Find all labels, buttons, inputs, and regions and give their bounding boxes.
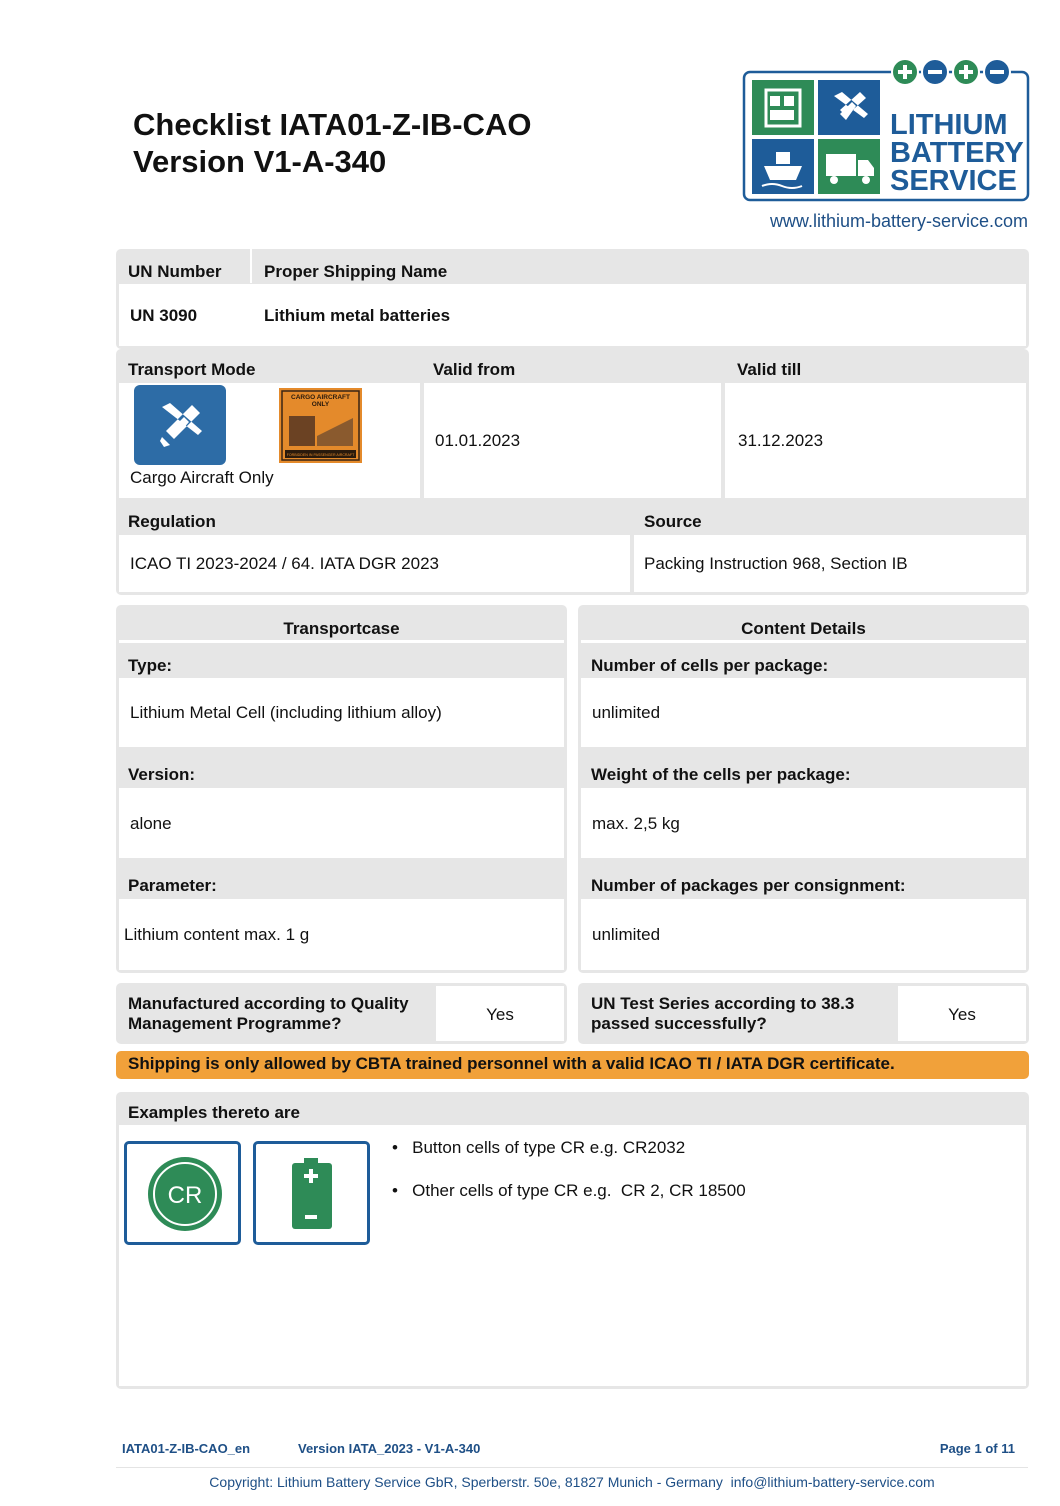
example-item-other-cells (392, 1181, 746, 1201)
plus-icon (892, 59, 918, 85)
valid-from-label: Valid from (433, 360, 516, 379)
packages-per-consignment-label: Number of packages per consignment: (591, 876, 906, 895)
transport-mode-label: Transport Mode (128, 360, 256, 379)
logo-url[interactable]: www.lithium-battery-service.com (769, 211, 1028, 231)
content-details-divider (581, 640, 1026, 643)
regulation-value: ICAO TI 2023-2024 / 64. IATA DGR 2023 (130, 554, 439, 573)
transportcase-title: Transportcase (283, 619, 400, 638)
examples-title: Examples thereto are (128, 1103, 300, 1122)
lithium-battery-service-logo (742, 58, 1030, 204)
footer-version: Version IATA_2023 - V1-A-340 (298, 1441, 481, 1456)
plus-icon (953, 59, 979, 85)
cargo-aircraft-only-label-icon (279, 388, 362, 463)
quality-management-label-line1: Manufactured according to Quality (128, 994, 409, 1013)
cr-button-cell-icon (124, 1141, 241, 1245)
parameter-label: Parameter: (128, 876, 217, 895)
source-value: Packing Instruction 968, Section IB (644, 554, 908, 573)
svg-text:ONLY: ONLY (311, 401, 330, 408)
svg-text:FORBIDDEN IN PASSENGER AIRCRAF: FORBIDDEN IN PASSENGER AIRCRAFT (286, 453, 355, 457)
bullet-marker: • (392, 1181, 413, 1200)
valid-till-label: Valid till (737, 360, 802, 379)
un-test-series-label-line2: passed successfully? (591, 1014, 767, 1033)
logo-text-service: SERVICE (890, 165, 1017, 197)
valid-till-value: 31.12.2023 (738, 431, 824, 450)
un-test-series-value: Yes (948, 1005, 976, 1024)
version-cell (119, 788, 564, 858)
un-number-label: UN Number (128, 262, 222, 281)
cells-per-package-label: Number of cells per package: (591, 656, 829, 675)
un-value-row (119, 284, 1026, 346)
example-item-button-cells (392, 1138, 685, 1158)
quality-management-value: Yes (486, 1005, 514, 1024)
footer-divider (116, 1467, 1028, 1468)
version-label: Version: (128, 765, 196, 784)
valid-from-value: 01.01.2023 (435, 431, 521, 450)
version-value: alone (130, 814, 172, 833)
weight-per-package-value: max. 2,5 kg (592, 814, 680, 833)
content-details-title: Content Details (741, 619, 866, 638)
airplane-icon (818, 80, 880, 135)
transport-mode-value: Cargo Aircraft Only (130, 468, 274, 487)
un-test-series-label (591, 994, 854, 1034)
un-test-series-label-line1: UN Test Series according to 38.3 (591, 994, 855, 1013)
ship-icon (752, 139, 814, 194)
minus-icon (922, 59, 948, 85)
un-panel-divider (250, 249, 252, 283)
title-line-checklist: Checklist IATA01-Z-IB-CAO (133, 107, 532, 142)
proper-shipping-name-value: Lithium metal batteries (264, 306, 451, 325)
weight-per-package-label: Weight of the cells per package: (591, 765, 851, 784)
truck-icon (818, 139, 880, 194)
bullet-marker: • (392, 1138, 413, 1157)
minus-icon (984, 59, 1010, 85)
regulation-label: Regulation (128, 512, 216, 531)
parameter-value: Lithium content max. 1 g (124, 925, 310, 944)
warehouse-icon (752, 80, 814, 135)
cells-per-package-value: unlimited (592, 703, 661, 722)
quality-management-label (128, 994, 409, 1034)
footer-doc-id: IATA01-Z-IB-CAO_en (122, 1441, 251, 1456)
proper-shipping-name-label: Proper Shipping Name (264, 262, 448, 281)
source-label: Source (644, 512, 702, 531)
example-item-text: Other cells of type CR e.g. CR 2, CR 18500 (412, 1181, 746, 1200)
cargo-airplane-icon (134, 385, 226, 465)
svg-text:CARGO AIRCRAFT: CARGO AIRCRAFT (291, 394, 350, 401)
cr-badge-text: CR (167, 1182, 203, 1209)
type-value: Lithium Metal Cell (including lithium alloy) (130, 703, 442, 722)
battery-cell-icon (253, 1141, 370, 1245)
un-number-value: UN 3090 (130, 306, 198, 325)
title-line-version: Version V1-A-340 (133, 144, 387, 179)
logo-text-battery: BATTERY (890, 137, 1024, 169)
quality-management-label-line2: Management Programme? (128, 1014, 342, 1033)
footer-page-number: Page 1 of 11 (939, 1441, 1015, 1456)
page-title (133, 106, 531, 180)
cbta-warning-banner: Shipping is only allowed by CBTA trained personnel with a valid ICAO TI / IATA DGR certificate. (116, 1051, 1029, 1079)
transportcase-divider (119, 640, 564, 643)
footer-copyright: Copyright: Lithium Battery Service GbR, Sperberstr. 50e, 81827 Munich - Germany info@lithium-battery-service.com (209, 1474, 935, 1490)
packages-per-consignment-value: unlimited (592, 925, 661, 944)
logo-text-lithium: LITHIUM (890, 109, 1008, 141)
type-label: Type: (128, 656, 173, 675)
example-item-text: Button cells of type CR e.g. CR2032 (412, 1138, 686, 1157)
